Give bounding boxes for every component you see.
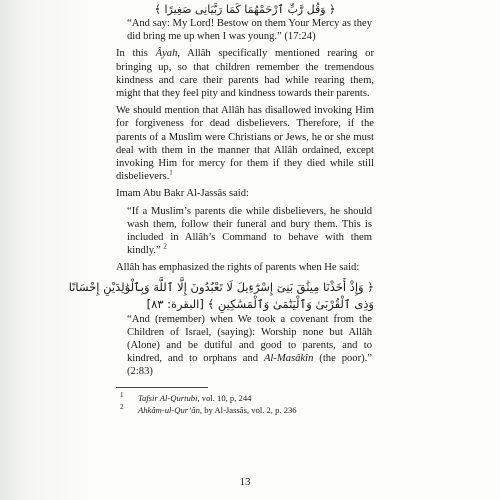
footnote-2-rest: , by Al-Jassâs, vol. 2, p. 236 [199,404,297,415]
quote-jassas [116,205,374,258]
arabic-verse-2-83-line2: وَذِى ٱلْقُرْبَىٰ وَٱلْيَتَٰمَىٰ وَٱلْمَسَٰكِينِ ﴾ [البقرة: ٨٣] [146,296,374,311]
footnote-1-rest: , vol. 10, p, 244 [197,392,252,403]
footnote-divider [116,387,208,388]
footnote-ref-1: 1 [169,168,173,177]
quote-2-83-italic: Al-Masâkîn [263,353,314,365]
paragraph-imam: Imam Abu Bakr Al-Jassâs said: [116,188,249,200]
disbelievers-text: We should mention that Allâh has disallowed invoking Him for forgiveness for dead disbelievers. Therefore, if the parents of a Muslim were Christians or Jews, he or she must deal with them in the manner that Allâh ordained, except invoking Him for mercy for them if they died while still disbelievers. [116,105,374,183]
ayah-text-a: In this [116,48,156,60]
paragraph-ayah [116,47,374,100]
footnote-ref-2: 2 [163,242,167,251]
ayah-term: Âyah [155,48,178,60]
footnote-1-title: Tafsir Al-Qurtubi [138,392,198,403]
quote-2-83-a: “And (remember) when We took a covenant from the Children of Israel, (saying): Worship none but Allâh (Alone) and be dutiful and good to parents, and to kindred, and to orphans and [127,313,372,365]
arabic-verse-17-24: ﴿ وَقُل رَّبِّ ٱرْحَمْهُمَا كَمَا رَبَّيَانِى صَغِيرًا ﴾ [154,3,336,16]
footnote-2: 2 Ahkâm-ul-Qur’ân, by Al-Jassâs, vol. 2, p. 236 [120,402,297,415]
footnote-1: 1 Tafsir Al-Qurtubi, vol. 10, p, 244 [120,390,252,403]
ayah-text-b: , Allâh specifically mentioned rearing or bringing up, so that children remember the tremendous kindness and care their parents had while rearing them, might that they feel pity and kindness towards their parents. [116,48,374,100]
arabic-verse-2-83-line1: ﴿ وَإِذْ أَخَذْنَا مِيثَٰقَ بَنِىٓ إِسْرَٰٓءِيلَ لَا تَعْبُدُونَ إِلَّا ٱللَّهَ وَبِٱلْوَٰلِدَيْنِ إِحْسَانًا [68,279,374,294]
quote-17-24: “And say: My Lord! Bestow on them Your Mercy as they did bring me up when I was young.” (17:24) [127,18,372,43]
quote-2-83-b: (the poor).” (2:83) [127,353,372,378]
paragraph-disbelievers [116,104,374,183]
page-content [68,0,374,416]
page-number: 13 [239,476,251,488]
footnote-2-title: Ahkâm-ul-Qur’ân [138,404,200,415]
paragraph-rights: Allâh has emphasized the rights of parents when He said: [116,262,360,274]
quote-2-83 [116,313,374,379]
jassas-text: “If a Muslim’s parents die while disbelievers, he should wash them, follow their funeral and bury them. This is included in Allâh’s Command to behave with them kindly.” [127,205,372,257]
